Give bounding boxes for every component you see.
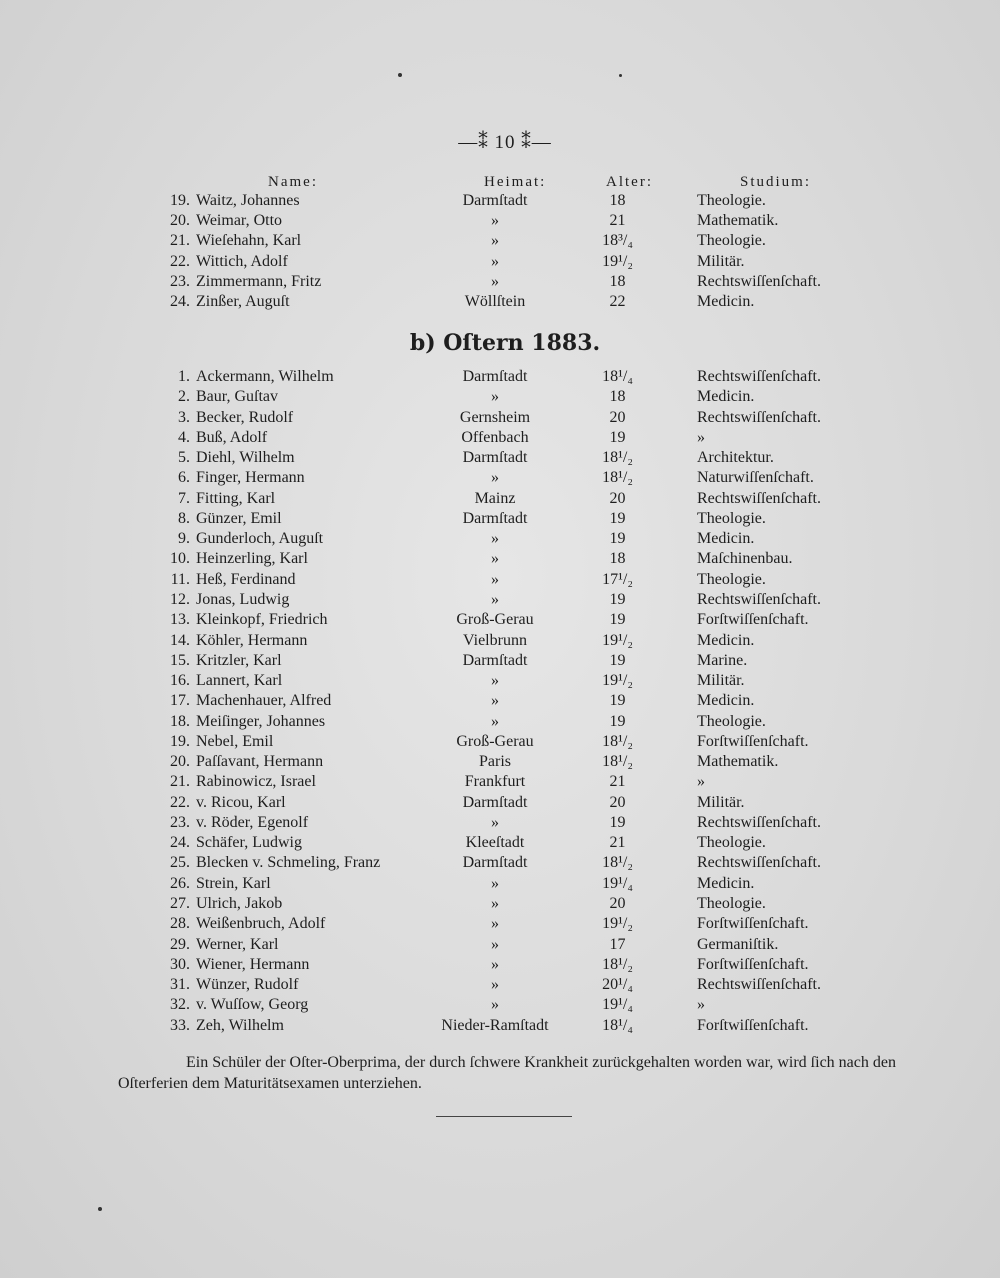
student-home: » <box>491 570 499 588</box>
student-study: Forſtwiſſenſchaft. <box>697 1016 809 1034</box>
student-name: Ackermann, Wilhelm <box>196 368 334 385</box>
student-age: 19¹/₂ <box>602 672 633 690</box>
student-study: Militär. <box>697 793 745 811</box>
student-study: Rechtswiſſenſchaft. <box>697 813 821 831</box>
student-home: » <box>491 672 499 690</box>
row-number: 7. <box>178 489 190 507</box>
student-home: » <box>491 874 499 892</box>
student-study: Rechtswiſſenſchaft. <box>697 976 821 994</box>
row-number: 26. <box>170 874 190 892</box>
student-name: Rabinowicz, Israel <box>196 773 316 791</box>
student-study: Medicin. <box>697 530 755 548</box>
row-number: 4. <box>178 428 190 446</box>
row-number: 1. <box>178 368 190 385</box>
student-age: 18 <box>609 388 626 406</box>
student-home: » <box>491 692 499 710</box>
student-row <box>0 935 1000 955</box>
student-home: » <box>491 272 499 290</box>
student-age: 19¹/₄ <box>602 996 633 1014</box>
student-name: Werner, Karl <box>196 935 279 953</box>
student-home: » <box>491 232 499 250</box>
student-name: Fitting, Karl <box>196 489 276 507</box>
student-row <box>0 292 1000 312</box>
student-study: Theologie. <box>697 570 766 588</box>
row-number: 8. <box>178 509 190 527</box>
row-number: 19. <box>170 192 190 209</box>
student-name: Zimmermann, Fritz <box>196 272 322 290</box>
scan-speck <box>398 73 402 77</box>
student-home: Darmſtadt <box>462 854 528 872</box>
student-row <box>0 610 1000 630</box>
student-name: Wünzer, Rudolf <box>196 976 299 994</box>
student-row <box>0 793 1000 813</box>
student-home: » <box>491 915 499 933</box>
student-age: 19 <box>609 509 626 527</box>
student-age: 18¹/₄ <box>602 1016 633 1034</box>
student-home: Vielbrunn <box>463 631 527 649</box>
student-study: Theologie. <box>697 192 766 209</box>
student-name: Becker, Rudolf <box>196 408 294 426</box>
row-number: 12. <box>170 590 190 608</box>
student-age: 18¹/₂ <box>602 732 633 750</box>
student-row <box>0 914 1000 934</box>
student-study: Forſtwiſſenſchaft. <box>697 732 809 750</box>
student-age: 21 <box>609 773 626 791</box>
student-study: Theologie. <box>697 712 766 730</box>
student-name: v. Wuſſow, Georg <box>196 996 309 1014</box>
student-home: » <box>491 813 499 831</box>
student-row <box>0 570 1000 590</box>
row-number: 15. <box>170 651 190 669</box>
student-name: Baur, Guſtav <box>196 388 279 406</box>
closing-rule <box>436 1116 572 1117</box>
student-row <box>0 272 1000 292</box>
student-name: Wieſehahn, Karl <box>196 232 302 250</box>
student-home: Darmſtadt <box>462 449 528 467</box>
student-study: Naturwiſſenſchaft. <box>697 469 814 487</box>
student-row <box>0 691 1000 711</box>
row-number: 32. <box>170 996 190 1014</box>
student-study: Mathematik. <box>697 212 779 230</box>
student-row <box>0 995 1000 1015</box>
student-age: 18¹/₂ <box>602 854 633 872</box>
student-name: Zeh, Wilhelm <box>196 1016 284 1034</box>
row-number: 6. <box>178 469 190 487</box>
student-home: Mainz <box>474 489 516 507</box>
row-number: 24. <box>170 834 190 852</box>
page-number-ornament-right: ⁑— <box>515 132 552 153</box>
student-study: Architektur. <box>697 449 774 467</box>
student-row <box>0 252 1000 272</box>
student-study: Medicin. <box>697 293 755 310</box>
row-number: 5. <box>178 449 190 467</box>
student-age: 20 <box>609 408 626 426</box>
row-number: 11. <box>170 570 190 588</box>
student-name: Heinzerling, Karl <box>196 550 308 568</box>
student-row <box>0 833 1000 853</box>
student-row <box>0 1016 1000 1036</box>
student-study: Medicin. <box>697 874 755 892</box>
row-number: 14. <box>170 631 190 649</box>
student-home: » <box>491 388 499 406</box>
footnote-paragraph: Ein Schüler der Oſter-Oberprima, der durch ſchwere Krankheit zurückgehalten worden war, wird ſich nach den Oſterferien dem Maturitätsexamen unterziehen. <box>118 1054 896 1092</box>
student-row <box>0 367 1000 387</box>
student-age: 19 <box>609 530 626 548</box>
student-name: Nebel, Emil <box>196 732 274 750</box>
student-age: 18¹/₂ <box>602 753 633 771</box>
student-age: 19¹/₂ <box>602 631 633 649</box>
student-age: 19 <box>609 813 626 831</box>
student-age: 20¹/₄ <box>602 976 633 994</box>
student-age: 19 <box>609 712 626 730</box>
row-number: 10. <box>170 550 190 568</box>
student-row <box>0 651 1000 671</box>
student-home: » <box>491 935 499 953</box>
student-age: 19 <box>609 590 626 608</box>
student-study: Medicin. <box>697 388 755 406</box>
student-study: Rechtswiſſenſchaft. <box>697 408 821 426</box>
student-name: Paſſavant, Hermann <box>196 753 324 771</box>
student-home: » <box>491 996 499 1014</box>
student-home: Groß-Gerau <box>456 732 534 750</box>
student-name: Strein, Karl <box>196 874 271 892</box>
student-name: Blecken v. Schmeling, Franz <box>196 854 381 872</box>
student-age: 20 <box>609 793 626 811</box>
row-number: 9. <box>178 530 190 548</box>
student-age: 21 <box>609 212 626 230</box>
row-number: 21. <box>170 232 190 250</box>
row-number: 29. <box>170 935 190 953</box>
page-number-ornament-left: —⁑ <box>458 132 495 153</box>
student-age: 19¹/₂ <box>602 915 633 933</box>
row-number: 27. <box>170 895 190 913</box>
student-age: 18 <box>609 272 626 290</box>
student-name: Zinßer, Auguſt <box>196 293 290 310</box>
row-number: 23. <box>170 813 190 831</box>
student-study: Mathematik. <box>697 753 779 771</box>
student-age: 17¹/₂ <box>602 570 633 588</box>
student-name: Gunderloch, Auguſt <box>196 530 324 548</box>
student-study: Rechtswiſſenſchaft. <box>697 368 821 385</box>
student-home: » <box>491 712 499 730</box>
student-age: 20 <box>609 895 626 913</box>
student-age: 17 <box>609 935 626 953</box>
student-age: 19¹/₂ <box>602 252 633 270</box>
scan-speck <box>619 74 622 77</box>
student-name: Machenhauer, Alfred <box>196 692 332 710</box>
row-number: 13. <box>170 611 190 629</box>
student-name: Waitz, Johannes <box>196 192 300 209</box>
student-study: Marine. <box>697 651 748 669</box>
student-home: Offenbach <box>461 428 529 446</box>
student-name: v. Ricou, Karl <box>196 793 286 811</box>
header-name: Name: <box>268 174 318 190</box>
row-number: 22. <box>170 793 190 811</box>
student-study: Rechtswiſſenſchaft. <box>697 854 821 872</box>
student-row <box>0 894 1000 914</box>
student-name: v. Röder, Egenolf <box>196 813 309 831</box>
student-row <box>0 590 1000 610</box>
student-home: Wöllſtein <box>464 293 526 310</box>
student-row <box>0 428 1000 448</box>
student-study: Militär. <box>697 672 745 690</box>
student-name: Meiſinger, Johannes <box>196 712 326 730</box>
scan-speck <box>98 1207 102 1211</box>
student-study: Theologie. <box>697 509 766 527</box>
student-row <box>0 874 1000 894</box>
student-study: Rechtswiſſenſchaft. <box>697 272 821 290</box>
student-home: » <box>491 530 499 548</box>
student-age: 20 <box>609 489 626 507</box>
row-number: 18. <box>170 712 190 730</box>
student-study: Theologie. <box>697 895 766 913</box>
student-name: Kleinkopf, Friedrich <box>196 611 328 629</box>
student-study: Forſtwiſſenſchaft. <box>697 915 809 933</box>
student-row <box>0 387 1000 407</box>
student-home: Darmſtadt <box>462 651 528 669</box>
student-age: 18 <box>609 550 626 568</box>
student-home: » <box>491 550 499 568</box>
student-home: Kleeſtadt <box>465 834 525 852</box>
student-age: 22 <box>609 293 626 310</box>
student-row <box>0 408 1000 428</box>
student-study: Rechtswiſſenſchaft. <box>697 489 821 507</box>
header-age: Alter: <box>606 174 653 190</box>
student-study: Maſchinenbau. <box>697 550 793 568</box>
student-row <box>0 231 1000 251</box>
student-home: Darmſtadt <box>462 192 528 209</box>
student-row <box>0 712 1000 732</box>
student-row <box>0 468 1000 488</box>
student-study: Theologie. <box>697 834 766 852</box>
student-row <box>0 211 1000 231</box>
student-name: Heß, Ferdinand <box>196 570 296 588</box>
student-home: Paris <box>479 753 511 771</box>
student-study: » <box>697 996 705 1014</box>
student-row <box>0 975 1000 995</box>
student-home: Nieder-Ramſtadt <box>441 1016 549 1034</box>
student-home: » <box>491 252 499 270</box>
student-name: Weißenbruch, Adolf <box>196 915 326 933</box>
page-number-value: 10 <box>494 132 516 153</box>
student-home: Darmſtadt <box>462 509 528 527</box>
header-home: Heimat: <box>484 174 547 190</box>
row-number: 22. <box>170 252 190 270</box>
row-number: 20. <box>170 753 190 771</box>
student-row <box>0 509 1000 529</box>
student-row <box>0 191 1000 211</box>
student-home: » <box>491 976 499 994</box>
student-row <box>0 752 1000 772</box>
row-number: 23. <box>170 272 190 290</box>
row-number: 28. <box>170 915 190 933</box>
student-row <box>0 732 1000 752</box>
row-number: 16. <box>170 672 190 690</box>
student-name: Lannert, Karl <box>196 672 283 690</box>
student-name: Schäfer, Ludwig <box>196 834 302 852</box>
student-name: Ulrich, Jakob <box>196 895 283 913</box>
student-study: Medicin. <box>697 631 755 649</box>
student-study: Forſtwiſſenſchaft. <box>697 611 809 629</box>
student-home: Groß-Gerau <box>456 611 534 629</box>
student-row <box>0 955 1000 975</box>
student-name: Finger, Hermann <box>196 469 305 487</box>
student-name: Weimar, Otto <box>196 212 283 230</box>
student-name: Buß, Adolf <box>196 428 268 446</box>
student-study: Theologie. <box>697 232 766 250</box>
student-home: » <box>491 212 499 230</box>
row-number: 19. <box>170 732 190 750</box>
student-name: Günzer, Emil <box>196 509 282 527</box>
student-name: Kritzler, Karl <box>196 651 282 669</box>
row-number: 30. <box>170 955 190 973</box>
student-row <box>0 549 1000 569</box>
row-number: 33. <box>170 1016 190 1034</box>
student-age: 19 <box>609 428 626 446</box>
student-age: 21 <box>609 834 626 852</box>
student-home: Gernsheim <box>459 408 531 426</box>
student-name: Jonas, Ludwig <box>196 590 290 608</box>
student-age: 18³/₄ <box>602 232 633 250</box>
student-row <box>0 813 1000 833</box>
student-age: 18¹/₄ <box>602 368 633 385</box>
student-study: » <box>697 428 705 446</box>
student-study: Medicin. <box>697 692 755 710</box>
student-age: 18¹/₂ <box>602 449 633 467</box>
student-home: » <box>491 955 499 973</box>
student-home: » <box>491 469 499 487</box>
student-age: 18 <box>609 192 626 209</box>
row-number: 31. <box>170 976 190 994</box>
row-number: 2. <box>178 388 190 406</box>
student-age: 18¹/₂ <box>602 955 633 973</box>
student-age: 19 <box>609 651 626 669</box>
row-number: 21. <box>170 773 190 791</box>
student-row <box>0 448 1000 468</box>
student-study: Germaniſtik. <box>697 935 779 953</box>
student-row <box>0 631 1000 651</box>
student-age: 19 <box>609 692 626 710</box>
student-row <box>0 489 1000 509</box>
student-row <box>0 772 1000 792</box>
row-number: 3. <box>178 408 190 426</box>
student-name: Diehl, Wilhelm <box>196 449 295 467</box>
student-name: Wiener, Hermann <box>196 955 310 973</box>
student-home: » <box>491 590 499 608</box>
student-age: 19 <box>609 611 626 629</box>
student-study: » <box>697 773 705 791</box>
student-home: Darmſtadt <box>462 368 528 385</box>
student-age: 18¹/₂ <box>602 469 633 487</box>
student-age: 19¹/₄ <box>602 874 633 892</box>
student-study: Militär. <box>697 252 745 270</box>
student-name: Köhler, Hermann <box>196 631 308 649</box>
row-number: 20. <box>170 212 190 230</box>
student-home: Darmſtadt <box>462 793 528 811</box>
page-number <box>440 131 570 154</box>
student-row <box>0 671 1000 691</box>
header-study: Studium: <box>740 174 812 190</box>
section-title-ostern-1883: b) Oſtern 1883. <box>409 330 601 356</box>
row-number: 17. <box>170 692 190 710</box>
student-home: » <box>491 895 499 913</box>
student-study: Forſtwiſſenſchaft. <box>697 955 809 973</box>
student-row <box>0 529 1000 549</box>
student-study: Rechtswiſſenſchaft. <box>697 590 821 608</box>
student-home: Frankfurt <box>464 773 526 791</box>
row-number: 24. <box>170 293 190 310</box>
student-name: Wittich, Adolf <box>196 252 288 270</box>
student-row <box>0 853 1000 873</box>
row-number: 25. <box>170 854 190 872</box>
